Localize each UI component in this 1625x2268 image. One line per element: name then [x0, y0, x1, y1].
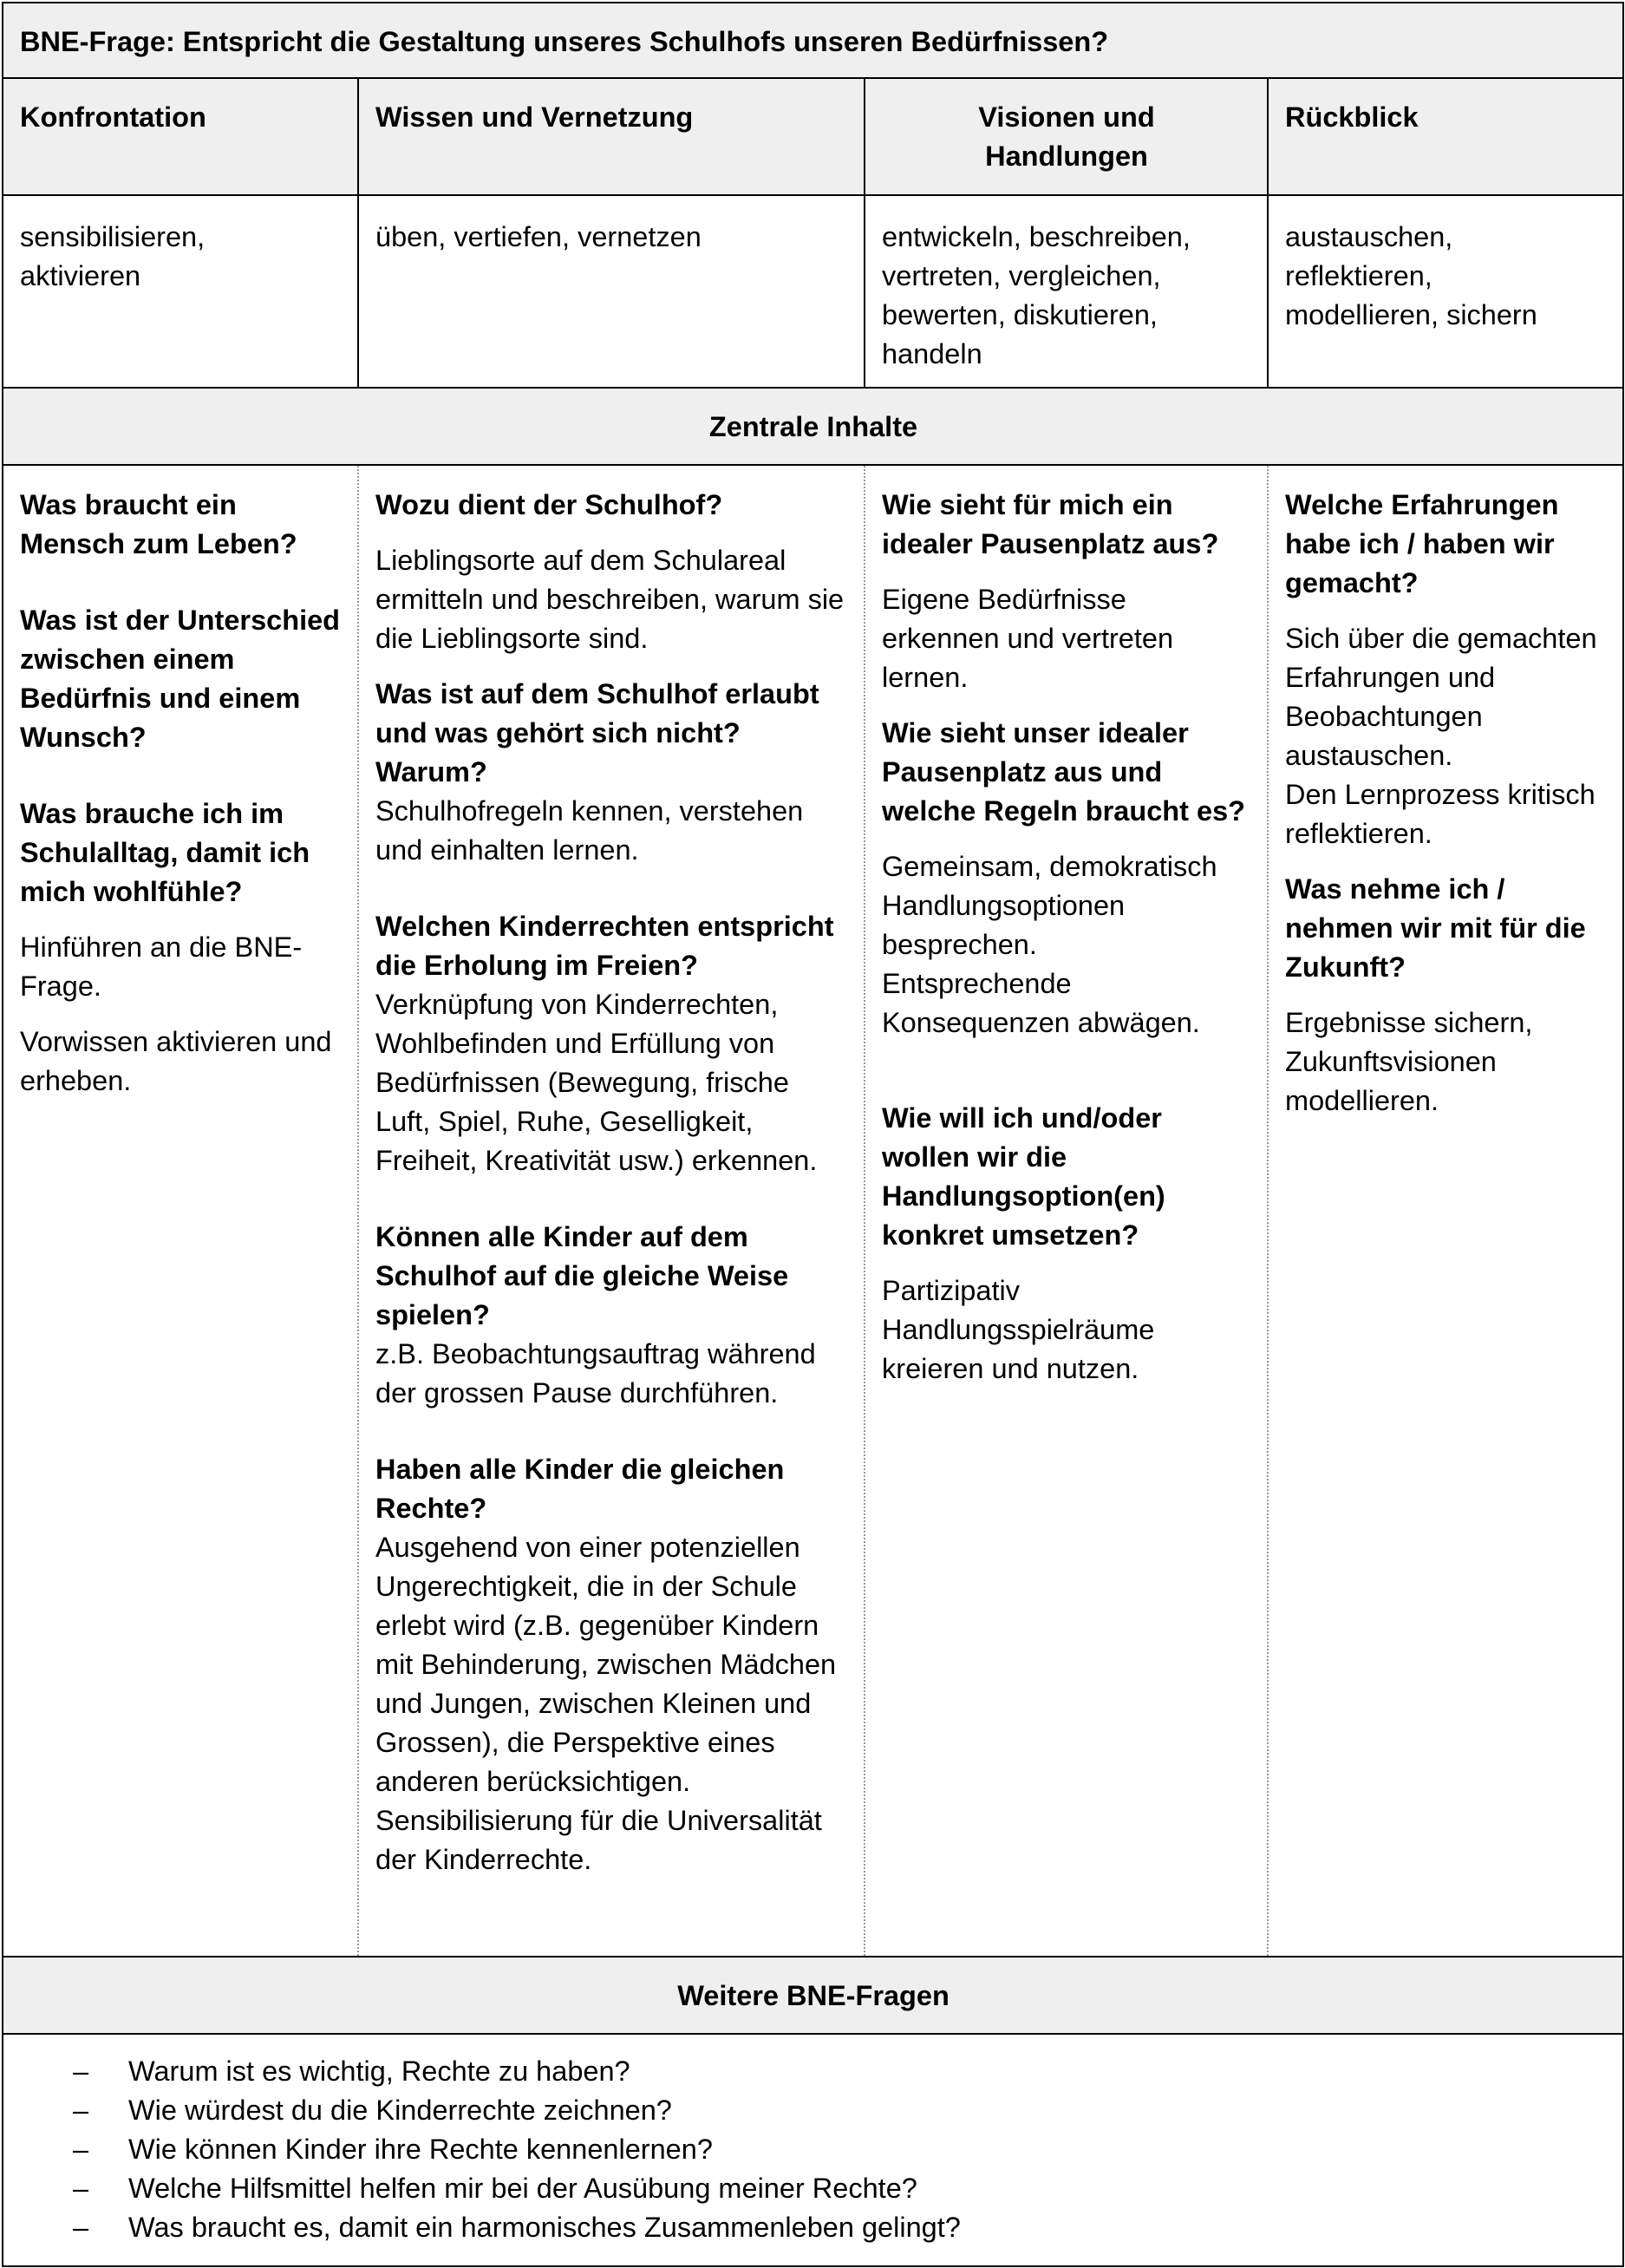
question: Wozu dient der Schulhof? — [375, 489, 723, 520]
question: Was nehme ich / nehmen wir mit für die Zukunft? — [1285, 873, 1586, 983]
list-item-text: Warum ist es wichtig, Rechte zu haben? — [128, 2056, 630, 2087]
further-questions-cell — [3, 2034, 1623, 2266]
list-item — [73, 2208, 1607, 2247]
planning-table — [2, 2, 1624, 2267]
description: Partizipativ Handlungsspielräume kreieren und nutzen. — [882, 1275, 1155, 1384]
description: Vorwissen aktivieren und erheben. — [20, 1026, 332, 1096]
dash-marker: – — [73, 2173, 89, 2204]
question: Haben alle Kinder die gleichen Rechte? — [375, 1454, 785, 1524]
list-item-text: Was braucht es, damit ein harmonisches Zusammenleben gelingt? — [128, 2212, 961, 2243]
description: Schulhofregeln kennen, verstehen und einhalten lernen. — [375, 795, 804, 866]
question: Was ist der Unterschied zwischen einem Bedürfnis und einem Wunsch? — [20, 605, 341, 753]
question: Welche Erfahrungen habe ich / haben wir gemacht? — [1285, 489, 1559, 598]
question: Wie will ich und/oder wollen wir die Handlungsoption(en) konkret umsetzen? — [882, 1102, 1165, 1251]
description: z.B. Beobachtungsauftrag während der grossen Pause durchführen. — [375, 1338, 816, 1409]
description: Gemeinsam, demokratisch Handlungsoptionen besprechen. — [882, 851, 1217, 960]
dash-marker: – — [73, 2134, 89, 2165]
column-heading-rueckblick: Rückblick — [1268, 78, 1623, 195]
central-col-rueckblick — [1268, 465, 1623, 1957]
list-item-text: Wie können Kinder ihre Rechte kennenlernen? — [128, 2134, 713, 2165]
column-heading-wissen: Wissen und Vernetzung — [358, 78, 865, 195]
verbs-rueckblick — [1268, 195, 1623, 388]
central-col-visionen — [865, 465, 1268, 1957]
list-item-text: Welche Hilfsmittel helfen mir bei der Ausübung meiner Rechte? — [128, 2173, 917, 2204]
central-section-title: Zentrale Inhalte — [3, 388, 1623, 465]
question: Was ist auf dem Schulhof erlaubt und was gehört sich nicht? Warum? — [375, 678, 819, 788]
verbs-visionen: entwickeln, beschreiben, vertreten, vergleichen, bewerten, diskutieren, handeln — [865, 195, 1268, 388]
further-section-row — [3, 1957, 1623, 2034]
description: Sich über die gemachten Erfahrungen und Beobachtungen austauschen. — [1285, 623, 1597, 771]
description: Verknüpfung von Kinderrechten, Wohlbefinden und Erfüllung von Bedürfnissen (Bewegung, frische Luft, Spiel, Ruhe, Geselligkeit, Freiheit, Kreativität usw.) erkennen. — [375, 989, 818, 1176]
column-heading-visionen — [865, 78, 1268, 195]
column-header-row — [3, 78, 1623, 195]
question: Wie sieht unser idealer Pausenplatz aus und welche Regeln braucht es? — [882, 717, 1246, 827]
dash-marker: – — [73, 2056, 89, 2087]
list-item — [73, 2130, 1607, 2169]
central-col-wissen — [358, 465, 865, 1957]
description: Lieblingsorte auf dem Schulareal ermitteln und beschreiben, warum sie die Lieblingsorte sind. — [375, 545, 845, 654]
central-content-row — [3, 465, 1623, 1957]
description: Entsprechende Konsequenzen abwägen. — [882, 968, 1200, 1038]
list-item-text: Wie würdest du die Kinderrechte zeichnen? — [128, 2095, 672, 2126]
column-heading-konfrontation: Konfrontation — [3, 78, 358, 195]
question: Können alle Kinder auf dem Schulhof auf die gleiche Weise spielen? — [375, 1221, 789, 1330]
verbs-row — [3, 195, 1623, 388]
list-item — [73, 2091, 1607, 2130]
central-section-row — [3, 388, 1623, 465]
title-row — [3, 3, 1623, 78]
verbs-wissen: üben, vertiefen, vernetzen — [358, 195, 865, 388]
verbs-rueckblick-text: austauschen, reflektieren, modellieren, sichern — [1285, 221, 1537, 330]
dash-marker: – — [73, 2095, 89, 2126]
description: Ergebnisse sichern, Zukunftsvisionen modellieren. — [1285, 1007, 1533, 1116]
list-item — [73, 2052, 1607, 2091]
verbs-konfrontation — [3, 195, 358, 388]
question: Welchen Kinderrechten entspricht die Erholung im Freien? — [375, 911, 834, 981]
column-heading-visionen-text: Visionen und Handlungen — [978, 101, 1155, 172]
further-section-title: Weitere BNE-Fragen — [3, 1957, 1623, 2034]
further-questions-row — [3, 2034, 1623, 2266]
description: Ausgehend von einer potenziellen Ungerechtigkeit, die in der Schule erlebt wird (z.B. gegenüber Kindern mit Behinderung, zwischen Mädchen und Jungen, zwischen Kleinen und Grossen), die Perspektive eines anderen berücksichtigen. Sensibilisierung für die Universalität der Kinderrechte. — [375, 1532, 837, 1875]
description: Eigene Bedürfnisse erkennen und vertreten lernen. — [882, 584, 1174, 693]
description: Hinführen an die BNE-Frage. — [20, 931, 303, 1002]
verbs-konfrontation-text: sensibilisieren, aktivieren — [20, 221, 206, 291]
list-item — [73, 2169, 1607, 2208]
description: Den Lernprozess kritisch reflektieren. — [1285, 779, 1596, 849]
further-questions-list — [73, 2052, 1607, 2247]
bne-planning-document — [2, 2, 1622, 2267]
dash-marker: – — [73, 2212, 89, 2243]
document-title: BNE-Frage: Entspricht die Gestaltung unseres Schulhofs unseren Bedürfnissen? — [3, 3, 1623, 78]
question: Wie sieht für mich ein idealer Pausenplatz aus? — [882, 489, 1219, 559]
question: Was brauche ich im Schulalltag, damit ich mich wohlfühle? — [20, 798, 310, 907]
central-col-konfrontation — [3, 465, 358, 1957]
question: Was braucht ein Mensch zum Leben? — [20, 489, 297, 559]
